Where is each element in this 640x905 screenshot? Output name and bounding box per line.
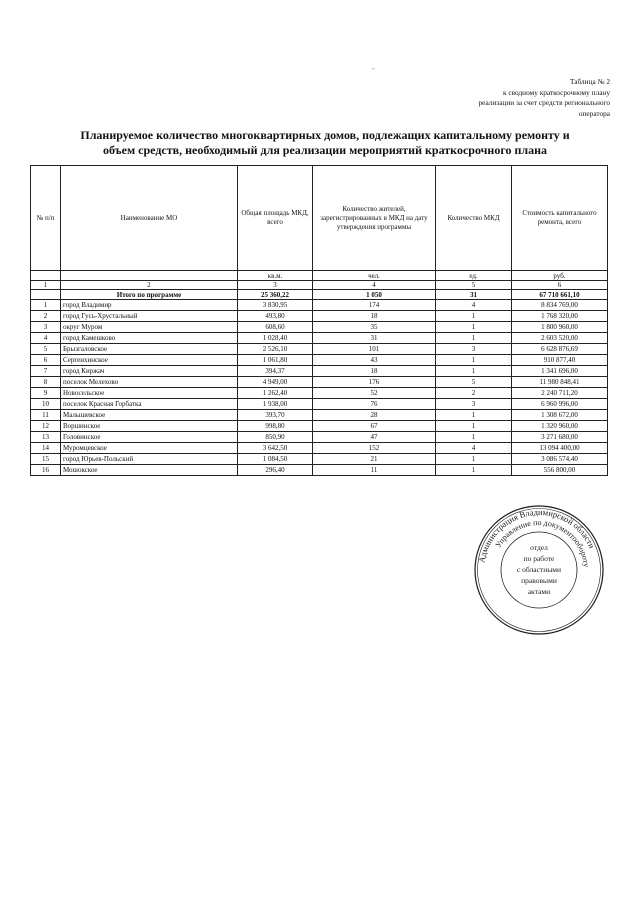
area-value: 850,90: [238, 432, 313, 443]
area-value: 1 084,50: [238, 454, 313, 465]
area-value: 3 830,95: [238, 300, 313, 311]
cost-value: 3 086 574,40: [512, 454, 608, 465]
residents-value: 76: [313, 399, 436, 410]
cost-value: 1 768 320,00: [512, 311, 608, 322]
appendix-line-4: оператора: [578, 108, 610, 118]
row-number: 1: [31, 300, 61, 311]
stamp-outer-text: Администрация Владимирской области: [476, 506, 598, 564]
cost-value: 1 800 960,00: [512, 322, 608, 333]
table-header-row: [31, 166, 608, 271]
table-row: [31, 421, 608, 432]
table-row: [31, 388, 608, 399]
table-row: [31, 432, 608, 443]
row-number: 11: [31, 410, 61, 421]
building-count-value: 1: [436, 333, 512, 344]
building-count-value: 1: [436, 432, 512, 443]
row-number: 16: [31, 465, 61, 476]
column-number: 3: [238, 281, 313, 290]
cost-value: 6 628 876,69: [512, 344, 608, 355]
column-number: 5: [436, 281, 512, 290]
row-number: 12: [31, 421, 61, 432]
area-value: 1 061,80: [238, 355, 313, 366]
cost-value: 2 603 520,00: [512, 333, 608, 344]
municipality-name: поселок Мелехово: [61, 377, 238, 388]
total-cost: 67 710 661,10: [512, 290, 608, 300]
area-value: 296,40: [238, 465, 313, 476]
table-body: [31, 300, 608, 476]
cost-value: 2 240 711,20: [512, 388, 608, 399]
column-number: 2: [61, 281, 238, 290]
municipality-name: округ Муром: [61, 322, 238, 333]
municipality-name: Головинское: [61, 432, 238, 443]
row-number: 5: [31, 344, 61, 355]
area-value: 493,80: [238, 311, 313, 322]
residents-value: 47: [313, 432, 436, 443]
residents-value: 35: [313, 322, 436, 333]
residents-value: 18: [313, 366, 436, 377]
total-area: 25 360,22: [238, 290, 313, 300]
appendix-line-1: Таблица № 2: [570, 77, 610, 86]
row-number: 6: [31, 355, 61, 366]
table-row: [31, 377, 608, 388]
cost-value: 8 834 769,00: [512, 300, 608, 311]
appendix-note: [370, 77, 610, 119]
area-value: 3 642,50: [238, 443, 313, 454]
building-count-value: 4: [436, 443, 512, 454]
document-title: [25, 128, 625, 158]
column-header-residents: Количество жителей, зарегистрированных в МКД на дату утверждения программы: [313, 166, 436, 271]
total-count: 31: [436, 290, 512, 300]
cost-value: 1 308 672,00: [512, 410, 608, 421]
table-row: [31, 366, 608, 377]
unit-cell-empty: [61, 271, 238, 281]
table-row: [31, 465, 608, 476]
cost-value: 11 980 848,41: [512, 377, 608, 388]
scan-dash-mark: -: [372, 64, 375, 73]
municipality-name: город Владимир: [61, 300, 238, 311]
residents-value: 176: [313, 377, 436, 388]
building-count-value: 1: [436, 410, 512, 421]
total-residents: 1 050: [313, 290, 436, 300]
appendix-line-2: к сводному краткосрочному плану: [503, 87, 610, 97]
stamp-center-line: отдел: [530, 543, 548, 552]
residents-value: 67: [313, 421, 436, 432]
municipality-name: Мошокское: [61, 465, 238, 476]
building-count-value: 1: [436, 355, 512, 366]
residents-value: 31: [313, 333, 436, 344]
cost-value: 13 094 400,00: [512, 443, 608, 454]
column-number: 1: [31, 281, 61, 290]
municipality-name: Воршинское: [61, 421, 238, 432]
building-count-value: 4: [436, 300, 512, 311]
building-count-value: 1: [436, 366, 512, 377]
total-row: [31, 290, 608, 300]
row-number: 2: [31, 311, 61, 322]
table-row: [31, 311, 608, 322]
title-line-2: объем средств, необходимый для реализации мероприятий краткосрочного плана: [102, 143, 548, 157]
table-row: [31, 410, 608, 421]
area-value: 2 526,10: [238, 344, 313, 355]
total-label: Итого по программе: [61, 290, 238, 300]
unit-cell-area: кв.м.: [238, 271, 313, 281]
cost-value: 556 800,00: [512, 465, 608, 476]
table-row: [31, 399, 608, 410]
unit-cell-residents: чел.: [313, 271, 436, 281]
repair-plan-table: [30, 165, 608, 476]
municipality-name: Сергеихинское: [61, 355, 238, 366]
table-row: [31, 322, 608, 333]
row-number: 7: [31, 366, 61, 377]
table-row: [31, 443, 608, 454]
municipality-name: поселок Красная Горбатка: [61, 399, 238, 410]
stamp-graphic: [473, 504, 605, 636]
column-numbers-row: [31, 281, 608, 290]
municipality-name: Муромцевское: [61, 443, 238, 454]
column-number: 6: [512, 281, 608, 290]
area-value: 608,60: [238, 322, 313, 333]
area-value: 1 262,40: [238, 388, 313, 399]
building-count-value: 1: [436, 421, 512, 432]
title-line-1: Планируемое количество многоквартирных домов, подлежащих капитальному ремонту и: [80, 128, 570, 142]
stamp-center-line: по работе: [523, 554, 555, 563]
stamp-center-line: правовыми: [521, 576, 557, 585]
building-count-value: 1: [436, 454, 512, 465]
area-value: 1 028,40: [238, 333, 313, 344]
area-value: 393,70: [238, 410, 313, 421]
official-stamp: [473, 504, 605, 636]
column-number: 4: [313, 281, 436, 290]
cost-value: 910 877,40: [512, 355, 608, 366]
municipality-name: город Юрьев-Польский: [61, 454, 238, 465]
municipality-name: Новосельское: [61, 388, 238, 399]
residents-value: 43: [313, 355, 436, 366]
building-count-value: 3: [436, 344, 512, 355]
stamp-center-line: с областными: [516, 565, 562, 574]
table-row: [31, 355, 608, 366]
row-number: 14: [31, 443, 61, 454]
building-count-value: 2: [436, 388, 512, 399]
residents-value: 152: [313, 443, 436, 454]
total-number-cell: [31, 290, 61, 300]
units-row: [31, 271, 608, 281]
building-count-value: 1: [436, 322, 512, 333]
cost-value: 1 341 696,00: [512, 366, 608, 377]
residents-value: 18: [313, 311, 436, 322]
stamp-center-line: актами: [527, 587, 551, 596]
row-number: 15: [31, 454, 61, 465]
column-header-number: № п/п: [31, 166, 61, 271]
residents-value: 28: [313, 410, 436, 421]
area-value: 1 938,00: [238, 399, 313, 410]
residents-value: 52: [313, 388, 436, 399]
table-row: [31, 300, 608, 311]
residents-value: 174: [313, 300, 436, 311]
row-number: 10: [31, 399, 61, 410]
municipality-name: город Киржач: [61, 366, 238, 377]
building-count-value: 5: [436, 377, 512, 388]
area-value: 4 949,00: [238, 377, 313, 388]
residents-value: 11: [313, 465, 436, 476]
column-header-cost: Стоимость капитального ремонта, всего: [512, 166, 608, 271]
row-number: 8: [31, 377, 61, 388]
municipality-name: Малышевское: [61, 410, 238, 421]
unit-cell-cost: руб.: [512, 271, 608, 281]
building-count-value: 3: [436, 399, 512, 410]
row-number: 4: [31, 333, 61, 344]
cost-value: 6 960 996,00: [512, 399, 608, 410]
stamp-inner-arc-text: Управление по документообороту: [493, 517, 591, 568]
row-number: 3: [31, 322, 61, 333]
table-row: [31, 454, 608, 465]
building-count-value: 1: [436, 465, 512, 476]
municipality-name: город Камешково: [61, 333, 238, 344]
residents-value: 101: [313, 344, 436, 355]
residents-value: 21: [313, 454, 436, 465]
row-number: 13: [31, 432, 61, 443]
column-header-count: Количество МКД: [436, 166, 512, 271]
column-header-name: Наименование МО: [61, 166, 238, 271]
cost-value: 1 320 960,00: [512, 421, 608, 432]
column-header-area: Общая площадь МКД, всего: [238, 166, 313, 271]
area-value: 998,80: [238, 421, 313, 432]
row-number: 9: [31, 388, 61, 399]
area-value: 394,37: [238, 366, 313, 377]
building-count-value: 1: [436, 311, 512, 322]
unit-cell-count: ед.: [436, 271, 512, 281]
appendix-line-3: реализации за счет средств регионального: [478, 98, 610, 107]
table-row: [31, 333, 608, 344]
municipality-name: Брызгаловское: [61, 344, 238, 355]
cost-value: 3 271 680,00: [512, 432, 608, 443]
unit-cell-empty: [31, 271, 61, 281]
municipality-name: город Гусь-Хрустальный: [61, 311, 238, 322]
table-row: [31, 344, 608, 355]
